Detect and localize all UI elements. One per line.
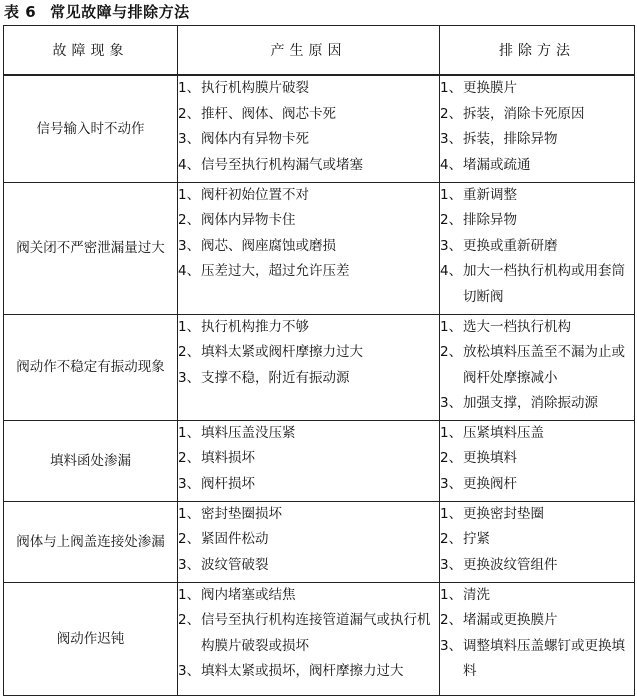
cause-item-number: 2、	[178, 531, 201, 547]
remedy-item-number: 2、	[440, 344, 463, 360]
remedy-item-number: 3、	[440, 637, 463, 654]
cause-item	[178, 583, 439, 609]
remedy-item	[440, 208, 634, 234]
symptom-cell: 填料函处渗漏	[4, 420, 178, 501]
table-header-row	[4, 26, 635, 76]
remedy-item	[440, 502, 634, 528]
remedy-item-text: 重新调整	[463, 186, 517, 203]
cause-item-number: 4、	[178, 263, 201, 279]
cause-item-text: 压差过大，超过允许压差	[201, 263, 350, 279]
remedy-item-text: 更换填料	[463, 450, 517, 466]
remedy-item-number: 2、	[440, 212, 463, 228]
cause-item	[178, 472, 439, 498]
remedy-item-number: 2、	[440, 450, 463, 466]
remedy-item-text: 拆装，消除卡死原因	[463, 105, 585, 122]
remedy-item	[440, 127, 634, 153]
table-row	[4, 420, 635, 501]
cause-item-number: 1、	[178, 505, 201, 522]
cause-item	[178, 659, 439, 685]
remedy-item	[440, 315, 634, 341]
cause-item-text: 填料太紧或损坏，阀杆摩擦力过大	[201, 663, 404, 679]
cause-item-text: 阀内堵塞或结焦	[201, 586, 296, 603]
remedy-item	[440, 446, 634, 472]
remedy-item-number: 3、	[440, 395, 463, 411]
cause-item-number: 1、	[178, 318, 201, 335]
remedy-item-number: 1、	[440, 186, 463, 203]
table-title: 常见故障与排除方法	[50, 3, 190, 21]
remedy-item-text: 堵漏或更换膜片	[463, 612, 558, 628]
symptom-cell: 阀动作不稳定有振动现象	[4, 314, 178, 420]
remedy-item	[440, 153, 634, 179]
cause-item-number: 4、	[178, 156, 201, 173]
remedy-item-number: 2、	[440, 105, 463, 122]
cause-item-number: 2、	[178, 344, 201, 360]
header-cause: 产生原因	[178, 26, 440, 76]
symptom-cell: 阀动作迟钝	[4, 582, 178, 695]
cause-item-text: 紧固件松动	[201, 531, 269, 547]
cause-item	[178, 183, 439, 209]
cause-item-number: 1、	[178, 186, 201, 203]
remedy-cell	[440, 582, 635, 695]
remedy-item	[440, 421, 634, 447]
remedy-item-text: 更换或重新研磨	[463, 237, 558, 254]
remedy-item-text: 更换膜片	[463, 80, 517, 96]
table-row	[4, 75, 635, 182]
remedy-item	[440, 259, 634, 310]
remedy-cell	[440, 501, 635, 582]
remedy-item-text: 堵漏或疏通	[463, 156, 531, 173]
remedy-item-text: 清洗	[463, 586, 490, 603]
cause-item-text: 填料损坏	[201, 450, 255, 466]
cause-item-text: 阀杆初始位置不对	[201, 186, 309, 203]
remedy-item	[440, 102, 634, 128]
table-number: 表 6	[4, 3, 37, 21]
remedy-cell	[440, 75, 635, 182]
cause-item	[178, 127, 439, 153]
table-row	[4, 501, 635, 582]
cause-item-text: 阀体内异物卡住	[201, 212, 296, 228]
cause-item-number: 3、	[178, 369, 201, 386]
table-row	[4, 182, 635, 314]
remedy-cell	[440, 314, 635, 420]
remedy-item	[440, 76, 634, 102]
cause-item-number: 2、	[178, 612, 201, 628]
remedy-item-number: 2、	[440, 612, 463, 628]
cause-item	[178, 315, 439, 341]
cause-item-text: 信号至执行机构连接管道漏气或执行机构膜片破裂或损坏	[201, 612, 431, 654]
remedy-item	[440, 472, 634, 498]
cause-item	[178, 421, 439, 447]
cause-item	[178, 208, 439, 234]
symptom-cell: 信号输入时不动作	[4, 75, 178, 182]
symptom-cell: 阀体与上阀盖连接处渗漏	[4, 501, 178, 582]
remedy-item	[440, 583, 634, 609]
remedy-item-number: 1、	[440, 505, 463, 522]
cause-item-number: 1、	[178, 586, 201, 603]
cause-item	[178, 234, 439, 260]
remedy-item-text: 放松填料压盖至不漏为止或阀杆处摩擦减小	[463, 344, 625, 386]
cause-item	[178, 76, 439, 102]
cause-item	[178, 102, 439, 128]
cause-item	[178, 366, 439, 392]
remedy-item-number: 1、	[440, 424, 463, 441]
fault-table	[3, 25, 635, 696]
cause-item-number: 2、	[178, 105, 201, 122]
remedy-item-number: 3、	[440, 237, 463, 254]
remedy-item-number: 1、	[440, 318, 463, 335]
cause-item-text: 支撑不稳，附近有振动源	[201, 369, 350, 386]
cause-item-number: 1、	[178, 80, 201, 96]
cause-item-number: 1、	[178, 424, 201, 441]
cause-item-text: 阀芯、阀座腐蚀或磨损	[201, 237, 336, 254]
cause-item	[178, 608, 439, 659]
remedy-cell	[440, 182, 635, 314]
remedy-item-text: 加强支撑，消除振动源	[463, 395, 598, 411]
cause-item	[178, 153, 439, 179]
cause-cell	[178, 314, 440, 420]
cause-item-text: 执行机构膜片破裂	[201, 80, 309, 96]
cause-cell	[178, 182, 440, 314]
cause-item-number: 3、	[178, 475, 201, 492]
remedy-item-number: 2、	[440, 531, 463, 547]
cause-cell	[178, 75, 440, 182]
cause-item-text: 阀杆损坏	[201, 475, 255, 492]
cause-item-text: 波纹管破裂	[201, 556, 269, 573]
cause-item-number: 2、	[178, 450, 201, 466]
cause-item-text: 推杆、阀体、阀芯卡死	[201, 105, 336, 122]
remedy-item-text: 加大一档执行机构或用套筒切断阀	[463, 263, 625, 305]
remedy-item	[440, 608, 634, 634]
remedy-item-number: 3、	[440, 475, 463, 492]
remedy-item-number: 4、	[440, 156, 463, 173]
remedy-item-text: 调整填料压盖螺钉或更换填料	[463, 637, 625, 679]
cause-item	[178, 527, 439, 553]
remedy-item-text: 更换波纹管组件	[463, 556, 558, 573]
cause-item-number: 2、	[178, 212, 201, 228]
cause-item	[178, 553, 439, 579]
remedy-item	[440, 391, 634, 417]
cause-item-number: 3、	[178, 131, 201, 147]
cause-cell	[178, 582, 440, 695]
cause-item	[178, 259, 439, 285]
remedy-item-number: 3、	[440, 131, 463, 147]
cause-item-text: 密封垫圈损坏	[201, 505, 282, 522]
cause-item-number: 3、	[178, 663, 201, 679]
remedy-item-number: 1、	[440, 586, 463, 603]
remedy-item-text: 更换密封垫圈	[463, 505, 544, 522]
remedy-item	[440, 553, 634, 579]
cause-item	[178, 446, 439, 472]
remedy-item-text: 选大一档执行机构	[463, 318, 571, 335]
remedy-item-text: 拆装，排除异物	[463, 131, 558, 147]
cause-item-text: 信号至执行机构漏气或堵塞	[201, 156, 363, 173]
remedy-item-text: 更换阀杆	[463, 475, 517, 492]
cause-item	[178, 340, 439, 366]
cause-item-text: 填料压盖没压紧	[201, 424, 296, 441]
remedy-cell	[440, 420, 635, 501]
table-row	[4, 582, 635, 695]
table-body	[4, 75, 635, 695]
remedy-item-text: 压紧填料压盖	[463, 424, 544, 441]
remedy-item-text: 排除异物	[463, 212, 517, 228]
remedy-item-number: 4、	[440, 263, 463, 279]
remedy-item-text: 拧紧	[463, 531, 490, 547]
header-remedy: 排除方法	[440, 26, 635, 76]
symptom-cell: 阀关闭不严密泄漏量过大	[4, 182, 178, 314]
remedy-item	[440, 234, 634, 260]
cause-item	[178, 502, 439, 528]
remedy-item	[440, 340, 634, 391]
remedy-item	[440, 183, 634, 209]
cause-item-text: 执行机构推力不够	[201, 318, 309, 335]
remedy-item	[440, 634, 634, 685]
cause-item-text: 填料太紧或阀杆摩擦力过大	[201, 344, 363, 360]
remedy-item-number: 1、	[440, 80, 463, 96]
table-row	[4, 314, 635, 420]
cause-cell	[178, 501, 440, 582]
header-symptom: 故障现象	[4, 26, 178, 76]
cause-item-number: 3、	[178, 237, 201, 254]
cause-item-number: 3、	[178, 556, 201, 573]
cause-item-text: 阀体内有异物卡死	[201, 131, 309, 147]
remedy-item-number: 3、	[440, 556, 463, 573]
remedy-item	[440, 527, 634, 553]
table-caption	[4, 2, 190, 22]
cause-cell	[178, 420, 440, 501]
